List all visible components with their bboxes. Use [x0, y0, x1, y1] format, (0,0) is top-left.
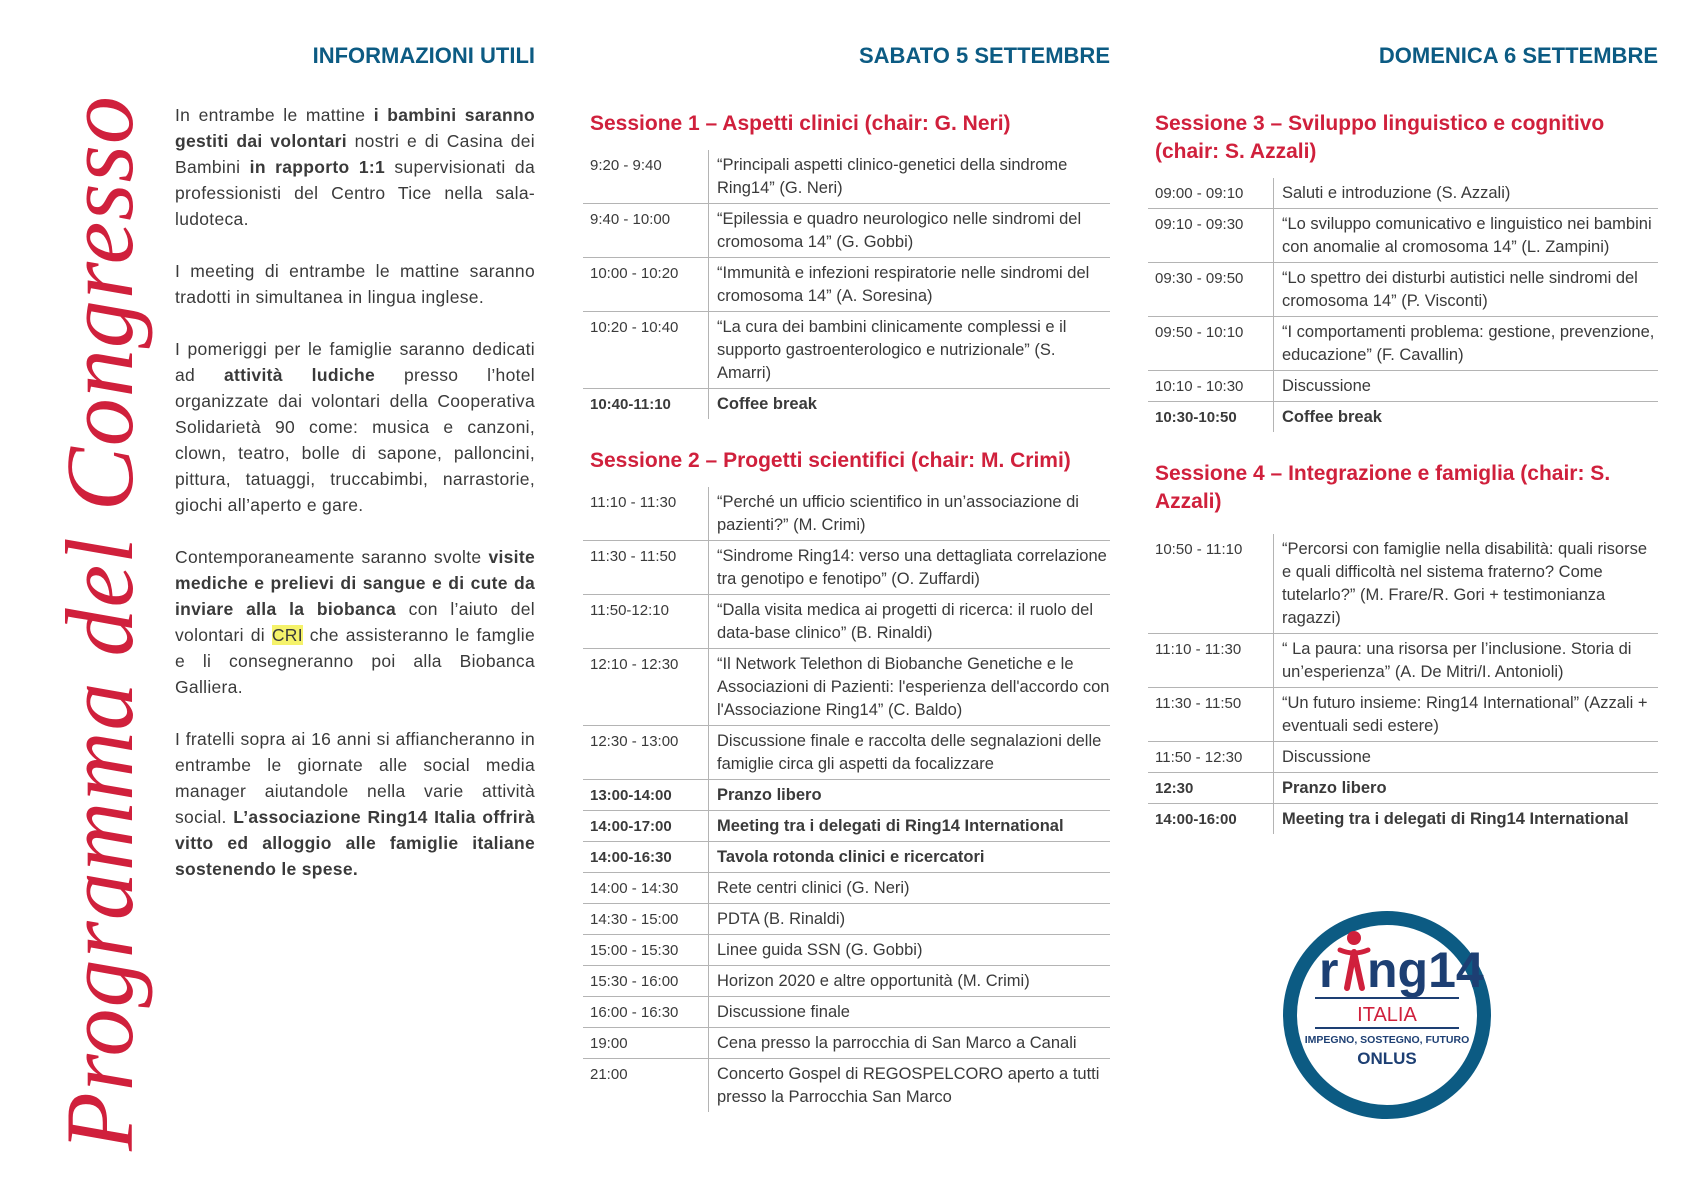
session-title: Sessione 2 – Progetti scientifici (chair: M. Crimi)	[590, 449, 1071, 472]
highlighted-text: CRI	[271, 625, 303, 645]
logo-brand: ng14	[1367, 942, 1484, 998]
schedule-description: Discussione finale	[717, 1003, 850, 1021]
vertical-title: Programma del Congresso	[46, 95, 153, 1151]
session-title: Sessione 1 – Aspetti clinici (chair: G. Neri)	[590, 112, 1011, 135]
schedule-time: 10:20 - 10:40	[583, 312, 709, 389]
schedule-row	[583, 997, 1110, 1028]
text-run: presso l’hotel organizzate dai volontari della Cooperativa Solidarietà 90 come: musica e canzoni, clown, teatro, bolle di sapone, palloncini, pittura, tatuaggi, truccabimbi, narrastorie, giochi all’aperto e gare.	[175, 365, 535, 515]
schedule-description: “ La paura: una risorsa per l’inclusione. Storia di un’esperienza” (A. De Mitri/I. Antonioli)	[1282, 640, 1632, 681]
schedule-description: Pranzo libero	[717, 786, 822, 804]
schedule-description: “Dalla visita medica ai progetti di ricerca: il ruolo del data-base clinico” (B. Rinaldi)	[717, 601, 1093, 642]
schedule-time: 12:30	[1148, 773, 1274, 804]
schedule-table	[1148, 178, 1658, 432]
schedule-description: Meeting tra i delegati di Ring14 International	[717, 817, 1064, 835]
schedule-description: PDTA (B. Rinaldi)	[717, 910, 846, 928]
schedule-row	[1148, 804, 1658, 835]
schedule-time: 09:00 - 09:10	[1148, 178, 1274, 209]
schedule-description: Tavola rotonda clinici e ricercatori	[717, 848, 985, 866]
session-title: Sessione 4 – Integrazione e famiglia (chair: S. Azzali)	[1155, 462, 1611, 513]
schedule-time: 12:30 - 13:00	[583, 726, 709, 780]
logo-italia: ITALIA	[1357, 1004, 1417, 1026]
sunday-column	[1148, 110, 1658, 862]
saturday-heading: SABATO 5 SETTEMBRE	[859, 43, 1110, 68]
schedule-row	[583, 312, 1110, 389]
text-run: con l’aiuto del volontari di	[175, 599, 535, 645]
logo-onlus: ONLUS	[1357, 1049, 1417, 1068]
schedule-row	[583, 780, 1110, 811]
schedule-row	[583, 595, 1110, 649]
schedule-row	[583, 487, 1110, 541]
schedule-time: 12:10 - 12:30	[583, 649, 709, 726]
schedule-description: “I comportamenti problema: gestione, prevenzione, educazione” (F. Cavallin)	[1282, 323, 1655, 364]
text-run: Contemporaneamente saranno svolte	[175, 547, 489, 567]
schedule-time: 16:00 - 16:30	[583, 997, 709, 1028]
text-run: nostri e di Casina dei Bambini	[175, 131, 535, 177]
schedule-description: Concerto Gospel di REGOSPELCORO aperto a tutti presso la Parrocchia San Marco	[717, 1065, 1100, 1106]
schedule-description: “Epilessia e quadro neurologico nelle sindromi del cromosoma 14” (G. Gobbi)	[717, 210, 1082, 251]
schedule-row	[1148, 742, 1658, 773]
schedule-row	[1148, 263, 1658, 317]
schedule-time: 21:00	[583, 1059, 709, 1113]
schedule-row	[583, 389, 1110, 420]
schedule-time: 13:00-14:00	[583, 780, 709, 811]
schedule-time: 10:50 - 11:10	[1148, 534, 1274, 634]
schedule-time: 9:40 - 10:00	[583, 204, 709, 258]
schedule-description: “Lo spettro dei disturbi autistici nelle sindromi del cromosoma 14” (P. Visconti)	[1282, 269, 1638, 310]
info-paragraph	[175, 102, 535, 232]
info-text	[175, 102, 535, 908]
schedule-time: 11:50-12:10	[583, 595, 709, 649]
schedule-description: “Un futuro insieme: Ring14 International” (Azzali + eventuali sedi estere)	[1282, 694, 1648, 735]
bold-text: i bambini saranno gestiti dai volontari	[175, 105, 535, 151]
schedule-row	[1148, 209, 1658, 263]
schedule-description: Discussione	[1282, 748, 1371, 766]
schedule-description: “Immunità e infezioni respiratorie nelle sindromi del cromosoma 14” (A. Soresina)	[717, 264, 1090, 305]
info-paragraph	[175, 258, 535, 310]
schedule-description: “Principali aspetti clinico-genetici della sindrome Ring14” (G. Neri)	[717, 156, 1068, 197]
schedule-time: 14:30 - 15:00	[583, 904, 709, 935]
schedule-row	[583, 649, 1110, 726]
schedule-time: 10:10 - 10:30	[1148, 371, 1274, 402]
schedule-description: Cena presso la parrocchia di San Marco a Canali	[717, 1034, 1077, 1052]
schedule-description: “Il Network Telethon di Biobanche Genetiche e le Associazioni di Pazienti: l'esperienza dell'accordo con l'Associazione Ring14” (C. Baldo)	[717, 655, 1110, 719]
schedule-time: 09:30 - 09:50	[1148, 263, 1274, 317]
schedule-time: 10:40-11:10	[583, 389, 709, 420]
schedule-time: 11:10 - 11:30	[583, 487, 709, 541]
schedule-row	[583, 1059, 1110, 1113]
schedule-description: “Lo sviluppo comunicativo e linguistico nei bambini con anomalie al cromosoma 14” (L. Zampini)	[1282, 215, 1652, 256]
schedule-row	[1148, 317, 1658, 371]
schedule-row	[583, 935, 1110, 966]
schedule-time: 14:00-16:00	[1148, 804, 1274, 835]
schedule-row	[583, 904, 1110, 935]
schedule-table	[583, 487, 1110, 1112]
schedule-description: Coffee break	[1282, 408, 1382, 426]
sunday-heading: DOMENICA 6 SETTEMBRE	[1378, 43, 1658, 68]
schedule-row	[1148, 534, 1658, 634]
schedule-description: Meeting tra i delegati di Ring14 International	[1282, 810, 1629, 828]
schedule-time: 09:10 - 09:30	[1148, 209, 1274, 263]
schedule-row	[583, 150, 1110, 204]
schedule-time: 19:00	[583, 1028, 709, 1059]
schedule-row	[1148, 371, 1658, 402]
schedule-description: Discussione	[1282, 377, 1371, 395]
bold-text: visite mediche e prelievi di sangue e di cute da inviare alla la biobanca	[175, 547, 535, 619]
logo-r: r	[1319, 942, 1339, 998]
text-run: supervisionati da professionisti del Centro Tice nella sala-ludoteca.	[175, 157, 535, 229]
schedule-description: Horizon 2020 e altre opportunità (M. Crimi)	[717, 972, 1030, 990]
info-paragraph	[175, 726, 535, 882]
schedule-time: 14:00-17:00	[583, 811, 709, 842]
schedule-description: Pranzo libero	[1282, 779, 1387, 797]
bold-text: L’associazione Ring14 Italia offrirà vitto ed alloggio alle famiglie italiane sostenendo le spese.	[175, 807, 535, 879]
schedule-row	[583, 873, 1110, 904]
bold-text: attività ludiche	[223, 365, 376, 385]
schedule-row	[1148, 402, 1658, 433]
schedule-row	[583, 204, 1110, 258]
schedule-time: 15:30 - 16:00	[583, 966, 709, 997]
text-run: che assisteranno le famglie e li consegneranno poi alla Biobanca Galliera.	[175, 625, 535, 697]
schedule-time: 11:30 - 11:50	[1148, 688, 1274, 742]
schedule-time: 11:10 - 11:30	[1148, 634, 1274, 688]
schedule-row	[583, 258, 1110, 312]
schedule-description: “Sindrome Ring14: verso una dettagliata correlazione tra genotipo e fenotipo” (O. Zuffardi)	[717, 547, 1107, 588]
text-run: In entrambe le mattine	[175, 105, 374, 125]
session-title: Sessione 3 – Sviluppo linguistico e cognitivo (chair: S. Azzali)	[1155, 112, 1605, 163]
schedule-time: 09:50 - 10:10	[1148, 317, 1274, 371]
schedule-row	[583, 726, 1110, 780]
schedule-time: 11:30 - 11:50	[583, 541, 709, 595]
schedule-row	[1148, 634, 1658, 688]
schedule-description: “Percorsi con famiglie nella disabilità: quali risorse e quali difficoltà nel sistema fraterno? Come tutelarlo?” (M. Frare/R. Gori + testimonianza ragazzi)	[1282, 540, 1647, 627]
text-run: I pomeriggi per le famiglie saranno dedicati ad	[175, 339, 535, 385]
schedule-time: 10:00 - 10:20	[583, 258, 709, 312]
text-run: I fratelli sopra ai 16 anni si affiancheranno in entrambe le giornate alle social media manager aiutandole nella varie attività social.	[175, 729, 535, 827]
schedule-time: 10:30-10:50	[1148, 402, 1274, 433]
info-heading: INFORMAZIONI UTILI	[312, 43, 535, 68]
schedule-row	[583, 811, 1110, 842]
schedule-description: “Perché un ufficio scientifico in un’associazione di pazienti?” (M. Crimi)	[717, 493, 1079, 534]
schedule-description: Saluti e introduzione (S. Azzali)	[1282, 184, 1511, 202]
info-paragraph	[175, 544, 535, 700]
info-paragraph	[175, 336, 535, 518]
person-head-icon	[1347, 931, 1361, 945]
schedule-table	[583, 150, 1110, 419]
bold-text: in rapporto 1:1	[249, 157, 386, 177]
schedule-row	[583, 966, 1110, 997]
schedule-table	[1148, 534, 1658, 834]
schedule-row	[1148, 688, 1658, 742]
schedule-description: Linee guida SSN (G. Gobbi)	[717, 941, 923, 959]
schedule-description: Rete centri clinici (G. Neri)	[717, 879, 910, 897]
schedule-time: 11:50 - 12:30	[1148, 742, 1274, 773]
schedule-description: Coffee break	[717, 395, 817, 413]
ring14-logo-graphic	[1282, 910, 1492, 1120]
schedule-row	[1148, 773, 1658, 804]
schedule-row	[1148, 178, 1658, 209]
schedule-time: 14:00-16:30	[583, 842, 709, 873]
logo-tagline: IMPEGNO, SOSTEGNO, FUTURO	[1304, 1034, 1470, 1046]
schedule-row	[583, 1028, 1110, 1059]
schedule-description: “La cura dei bambini clinicamente complessi e il supporto gastroenterologico e nutrizionale” (S. Amarri)	[717, 318, 1067, 382]
ring14-logo	[1282, 910, 1492, 1120]
schedule-time: 15:00 - 15:30	[583, 935, 709, 966]
schedule-time: 14:00 - 14:30	[583, 873, 709, 904]
text-run: I meeting di entrambe le mattine saranno tradotti in simultanea in lingua inglese.	[175, 261, 535, 307]
schedule-row	[583, 842, 1110, 873]
schedule-description: Discussione finale e raccolta delle segnalazioni delle famiglie circa gli aspetti da focalizzare	[717, 732, 1102, 773]
schedule-row	[583, 541, 1110, 595]
saturday-column	[583, 110, 1110, 1140]
schedule-time: 9:20 - 9:40	[583, 150, 709, 204]
